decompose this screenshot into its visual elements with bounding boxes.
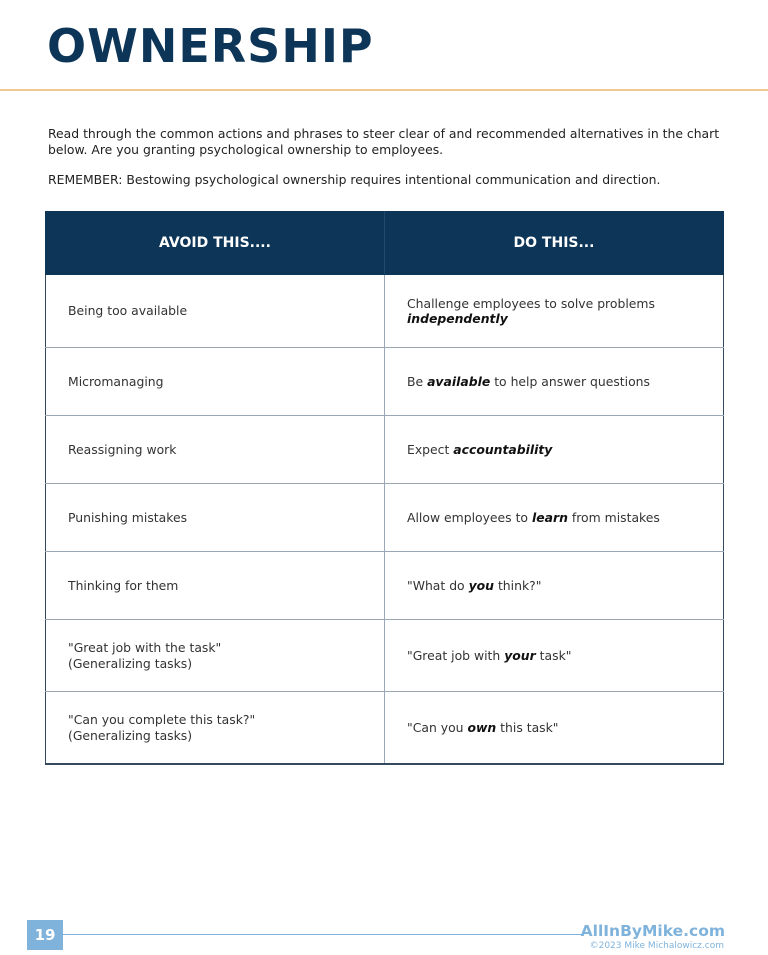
do-text: this task" — [496, 719, 559, 735]
avoid-cell — [46, 484, 385, 552]
avoid-text: "Can you complete this task?" — [68, 712, 256, 727]
do-cell — [385, 692, 724, 765]
emphasis-text: independently — [407, 311, 508, 326]
avoid-cell — [46, 275, 385, 348]
avoid-text: (Generalizing tasks) — [68, 727, 193, 743]
table-row — [46, 484, 724, 552]
do-text: "What do — [407, 577, 469, 593]
avoid-cell — [46, 552, 385, 620]
emphasis-text: own — [467, 719, 497, 735]
avoid-text: Thinking for them — [68, 577, 179, 593]
emphasis-text: you — [468, 577, 494, 593]
emphasis-text: accountability — [453, 441, 553, 457]
do-cell — [385, 275, 724, 348]
reminder-paragraph: REMEMBER: Bestowing psychological ownership requires intentional communication and direction. — [48, 172, 661, 187]
do-text: Challenge employees to solve problems — [407, 295, 655, 311]
do-cell — [385, 620, 724, 692]
table-row — [46, 620, 724, 692]
do-cell — [385, 416, 724, 484]
intro-paragraph: Read through the common actions and phrases to steer clear of and recommended alternatives in the chart below. Are you granting psychological ownership to employees. — [48, 126, 720, 157]
header-divider — [0, 89, 768, 91]
table-row — [46, 416, 724, 484]
do-text: "Can you — [407, 719, 468, 735]
avoid-text: "Great job with the task" — [68, 640, 222, 655]
do-text: Allow employees to — [407, 509, 532, 525]
do-column-header: DO THIS... — [385, 212, 724, 275]
table-row — [46, 275, 724, 348]
emphasis-text: available — [427, 373, 491, 389]
do-text: from mistakes — [567, 509, 660, 525]
avoid-cell — [46, 692, 385, 765]
page-number: 19 — [27, 920, 63, 950]
do-text: to help answer questions — [490, 373, 650, 389]
do-text: task" — [535, 647, 572, 663]
do-text: Expect — [407, 441, 454, 457]
copyright-text: ©2023 Mike Michalowicz.com — [589, 941, 724, 951]
table-row — [46, 348, 724, 416]
table-row — [46, 692, 724, 765]
avoid-text: Being too available — [68, 303, 188, 319]
do-cell — [385, 484, 724, 552]
do-text: Be — [407, 373, 428, 389]
avoid-text: Micromanaging — [68, 373, 164, 389]
website-link[interactable]: AllInByMike.com — [580, 922, 725, 940]
avoid-text: Reassigning work — [68, 441, 177, 457]
chart-header-row — [46, 212, 724, 275]
footer-divider — [63, 934, 583, 935]
do-text: "Great job with — [407, 647, 505, 663]
emphasis-text: your — [504, 647, 536, 663]
avoid-text: Punishing mistakes — [68, 509, 188, 525]
avoid-cell — [46, 620, 385, 692]
table-row — [46, 552, 724, 620]
avoid-cell — [46, 348, 385, 416]
ownership-chart — [45, 211, 724, 765]
intro-text — [48, 126, 728, 188]
avoid-column-header: AVOID THIS.... — [46, 212, 385, 275]
do-text: think?" — [494, 577, 542, 593]
page-title: OWNERSHIP — [47, 19, 374, 73]
chart-body — [46, 275, 724, 765]
emphasis-text: learn — [531, 509, 568, 525]
do-cell — [385, 552, 724, 620]
avoid-cell — [46, 416, 385, 484]
do-cell — [385, 348, 724, 416]
avoid-text: (Generalizing tasks) — [68, 655, 193, 671]
